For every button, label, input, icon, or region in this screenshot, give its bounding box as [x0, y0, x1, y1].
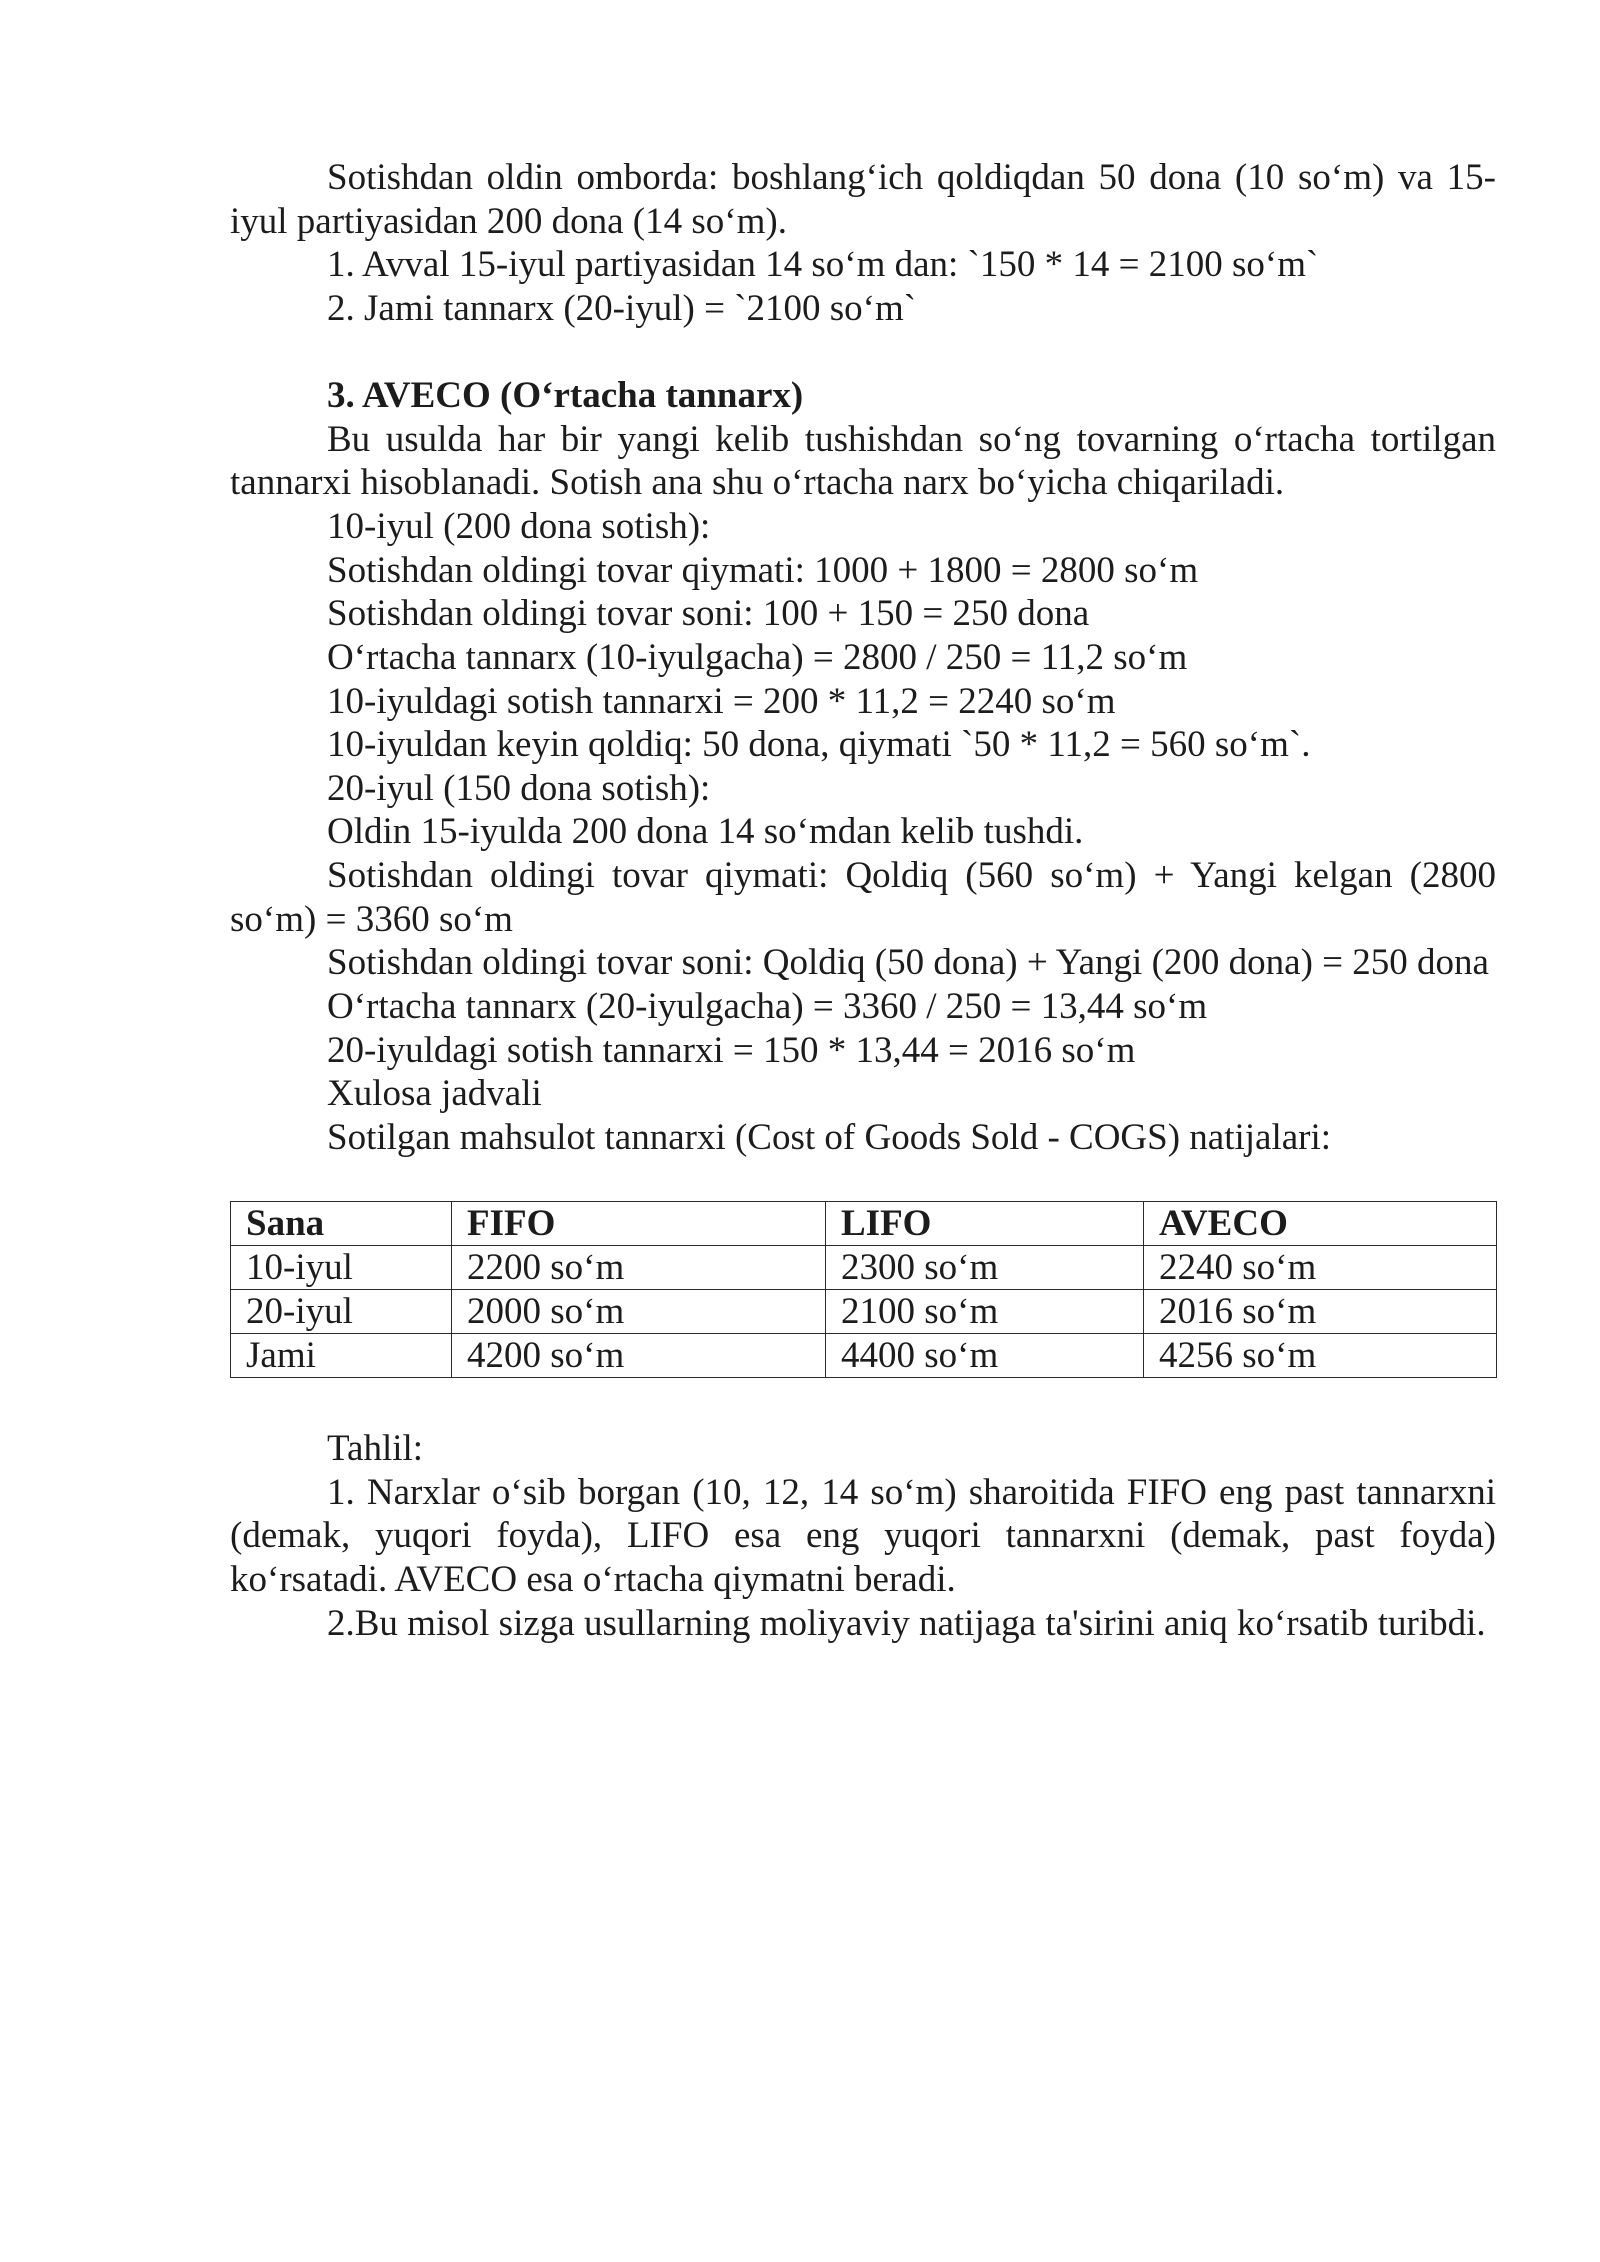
intro-paragraph-line: Sotishdan oldin omborda: boshlang‘ich qoldiqdan 50 dona (10 so‘m) va 15-: [327, 157, 1496, 198]
jul20-value-line: so‘m) = 3360 so‘m: [230, 898, 513, 940]
table-cell: 4200 so‘m: [452, 1334, 826, 1378]
table-header-cell: AVECO: [1144, 1202, 1497, 1246]
jul20-line: 20-iyuldagi sotish tannarxi = 150 * 13,44 = 2016 so‘m: [327, 1029, 1136, 1071]
jul10-calculation: [230, 505, 1496, 767]
jul10-title: 10-iyul (200 dona sotish):: [327, 506, 711, 547]
table-cell: 2016 so‘m: [1144, 1290, 1497, 1334]
table-cell: 2240 so‘m: [1144, 1246, 1497, 1290]
table-header-cell: Sana: [231, 1202, 452, 1246]
summary-table: [230, 1201, 1497, 1378]
table-header-cell: LIFO: [826, 1202, 1144, 1246]
jul10-line: O‘rtacha tannarx (10-iyulgacha) = 2800 / 250 = 11,2 so‘m: [327, 636, 1188, 678]
table-cell: Jami: [231, 1334, 452, 1378]
table-cell: 2300 so‘m: [826, 1246, 1144, 1290]
document-body: [230, 156, 1496, 1159]
analysis-point-1-line: ko‘rsatadi. AVECO esa o‘rtacha qiymatni beradi.: [230, 1558, 956, 1600]
intro-step-1: 1. Avval 15-iyul partiyasidan 14 so‘m dan: `150 * 14 = 2100 so‘m`: [327, 244, 1319, 286]
aveco-description-line: Bu usulda har bir yangi kelib tushishdan so‘ng tovarning o‘rtacha tortilgan: [327, 418, 1496, 460]
summary-caption: Sotilgan mahsulot tannarxi (Cost of Goods Sold - COGS) natijalari:: [327, 1116, 1332, 1158]
jul20-line: O‘rtacha tannarx (20-iyulgacha) = 3360 / 250 = 13,44 so‘m: [327, 985, 1208, 1027]
jul10-line: 10-iyuldan keyin qoldiq: 50 dona, qiymati `50 * 11,2 = 560 so‘m`.: [327, 724, 1311, 766]
summary-title: Xulosa jadvali: [327, 1073, 542, 1115]
section-heading-aveco: 3. AVECO (O‘rtacha tannarx): [327, 375, 804, 417]
table-cell: 2000 so‘m: [452, 1290, 826, 1334]
table-row: [231, 1334, 1497, 1378]
jul20-arrival: Oldin 15-iyulda 200 dona 14 so‘mdan kelib tushdi.: [327, 811, 1084, 853]
table-cell: 4400 so‘m: [826, 1334, 1144, 1378]
table-row: [231, 1290, 1497, 1334]
analysis-point-1-line: (demak, yuqori foyda), LIFO esa eng yuqori tannarxni (demak, past foyda): [230, 1515, 1496, 1557]
analysis-point-2: 2.Bu misol sizga usullarning moliyaviy natijaga ta'sirini aniq ko‘rsatib turibdi.: [327, 1602, 1486, 1644]
table-cell: 2200 so‘m: [452, 1246, 826, 1290]
jul10-line: 10-iyuldagi sotish tannarxi = 200 * 11,2 = 2240 so‘m: [327, 680, 1116, 722]
table-cell: 20-iyul: [231, 1290, 452, 1334]
intro-step-2: 2. Jami tannarx (20-iyul) = `2100 so‘m`: [327, 287, 917, 329]
table-cell: 2100 so‘m: [826, 1290, 1144, 1334]
table-cell: 10-iyul: [231, 1246, 452, 1290]
jul20-value-line: Sotishdan oldingi tovar qiymati: Qoldiq (560 so‘m) + Yangi kelgan (2800: [327, 855, 1496, 896]
analysis-point-1: [230, 1471, 1496, 1602]
analysis-section: [230, 1427, 1496, 1645]
aveco-description-line: tannarxi hisoblanadi. Sotish ana shu o‘rtacha narx bo‘yicha chiqariladi.: [230, 462, 1285, 504]
table-header-row: [231, 1202, 1497, 1246]
jul10-line: Sotishdan oldingi tovar soni: 100 + 150 = 250 dona: [327, 593, 1090, 635]
blank-line: [230, 331, 1496, 375]
analysis-point-1-line: 1. Narxlar o‘sib borgan (10, 12, 14 so‘m) sharoitida FIFO eng past tannarxni: [327, 1471, 1496, 1513]
intro-paragraph-line: iyul partiyasidan 200 dona (14 so‘m).: [230, 200, 787, 242]
table-row: [231, 1246, 1497, 1290]
table-header-cell: FIFO: [452, 1202, 826, 1246]
intro-paragraph: [230, 156, 1496, 243]
table-cell: 4256 so‘m: [1144, 1334, 1497, 1378]
aveco-description: [230, 418, 1496, 505]
jul10-line: Sotishdan oldingi tovar qiymati: 1000 + 1800 = 2800 so‘m: [327, 549, 1199, 591]
jul20-calculation: [230, 767, 1496, 1072]
jul20-title: 20-iyul (150 dona sotish):: [327, 767, 711, 809]
analysis-title: Tahlil:: [327, 1428, 424, 1469]
jul20-line: Sotishdan oldingi tovar soni: Qoldiq (50 dona) + Yangi (200 dona) = 250 dona: [327, 942, 1489, 984]
